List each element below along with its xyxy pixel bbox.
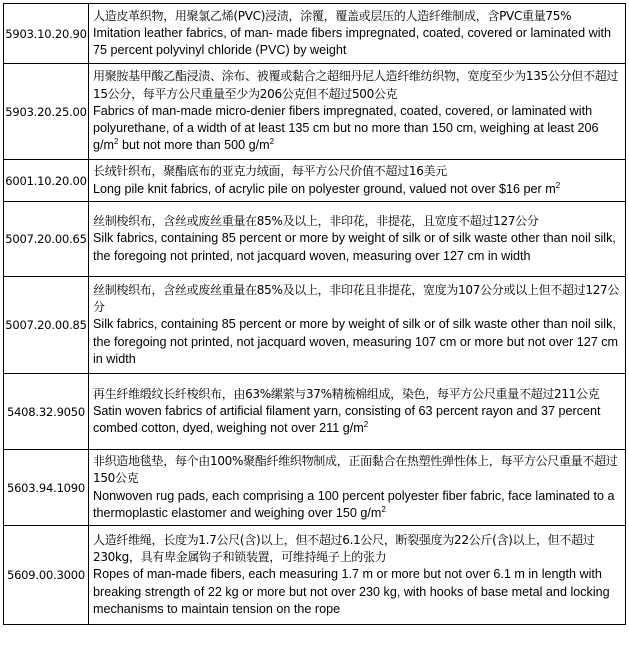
description-zh: 丝制梭织布，含丝或废丝重量在85%及以上，非印花，非提花，且宽度不超过127公分 [93,214,539,229]
description-cell [89,202,626,277]
description-zh: 非织造地毯垫，每个由100%聚酯纤维织物制成，正面黏合在热塑性弹性体上，每平方公尺重量不超过150公克 [93,454,618,486]
table-row [4,277,626,374]
table-row [4,202,626,277]
description-en: Ropes of man-made fibers, each measuring 1.7 m or more but not over 6.1 m in length with breaking strength of 22 kg or more but not over 230 kg, with hooks of base metal and locking mechanisms to maintain tension on the rope [93,567,610,616]
description-zh: 丝制梭织布，含丝或废丝重量在85%及以上，非印花且非提花，宽度为107公分或以上但不超过127公分 [93,282,620,315]
description-cell [89,450,626,526]
description-cell [89,64,626,160]
table-row [4,374,626,450]
hts-code: 5903.10.20.90 [4,4,89,64]
description-en: Fabrics of man-made micro-denier fibers impregnated, coated, covered, or laminated with polyurethane, of a width of at least 135 cm but no more than 150 cm, weighing at least 206 $g/m^2$ but not more than 500 $g/m^2$ [93,103,599,153]
description-cell [89,160,626,202]
hts-code: 5903.20.25.00 [4,64,89,160]
description-cell [89,526,626,625]
tariff-table [3,3,626,625]
description-en: Nonwoven rug pads, each comprising a 100 percent polyester fiber fabric, face laminated to a thermoplastic elastomer and weighing over 150 $g/m^2$ [93,488,615,520]
description-zh: 用聚胺基甲酸乙酯浸渍、涂布、被覆或黏合之超细丹尼人造纤维纺织物，宽度至少为135公分但不超过15公分，每平方公尺重量至少为206公克但不超过500公克 [93,69,619,101]
description-en: Silk fabrics, containing 85 percent or more by weight of silk or of silk waste other than noil silk, the foregoing not printed, not jacquard woven, measuring 107 cm or more but not over 127 cm in width [93,317,619,366]
hts-code: 5603.94.1090 [4,450,89,526]
description-cell [89,374,626,450]
description-zh: 长绒针织布，聚酯底布的亚克力绒面，每平方公尺价值不超过16美元 [93,164,447,179]
description-zh: 人造皮革织物，用聚氯乙烯(PVC)浸渍，涂覆，覆盖或层压的人造纤维制成，含PVC重量75% [93,8,572,23]
description-zh: 再生纤维缎纹长纤梭织布，由63%缧萦与37%精梳棉组成，染色，每平方公尺重量不超过211公克 [93,386,600,401]
table-row [4,526,626,625]
description-en: Satin woven fabrics of artificial filament yarn, consisting of 63 percent rayon and 37 percent combed cotton, dyed, weighing not over 211 $g/m^2$ [93,403,601,436]
hts-code: 5007.20.00.65 [4,202,89,277]
hts-code: 5408.32.9050 [4,374,89,450]
hts-code: 5609.00.3000 [4,526,89,625]
description-en: Silk fabrics, containing 85 percent or more by weight of silk or of silk waste other than noil silk, the foregoing not printed, not jacquard woven, measuring over 127 cm in width [93,231,616,263]
description-en: Long pile knit fabrics, of acrylic pile on polyester ground, valued not over $16 per $m^2$ [93,180,561,196]
table-row [4,64,626,160]
description-en: Imitation leather fabrics, of man- made fibers impregnated, coated, covered or laminated with 75 percent polyvinyl chloride (PVC) by weight [93,25,611,58]
hts-code: 5007.20.00.85 [4,277,89,374]
table-row [4,4,626,64]
description-cell [89,277,626,374]
hts-code: 6001.10.20.00 [4,160,89,202]
description-zh: 人造纤维绳，长度为1.7公尺(含)以上，但不超过6.1公尺，断裂强度为22公斤(含)以上，但不超过230kg，具有卑金属钩子和锁装置，可维持绳子上的张力 [93,532,595,565]
description-cell [89,4,626,64]
table-row [4,450,626,526]
table-row [4,160,626,202]
